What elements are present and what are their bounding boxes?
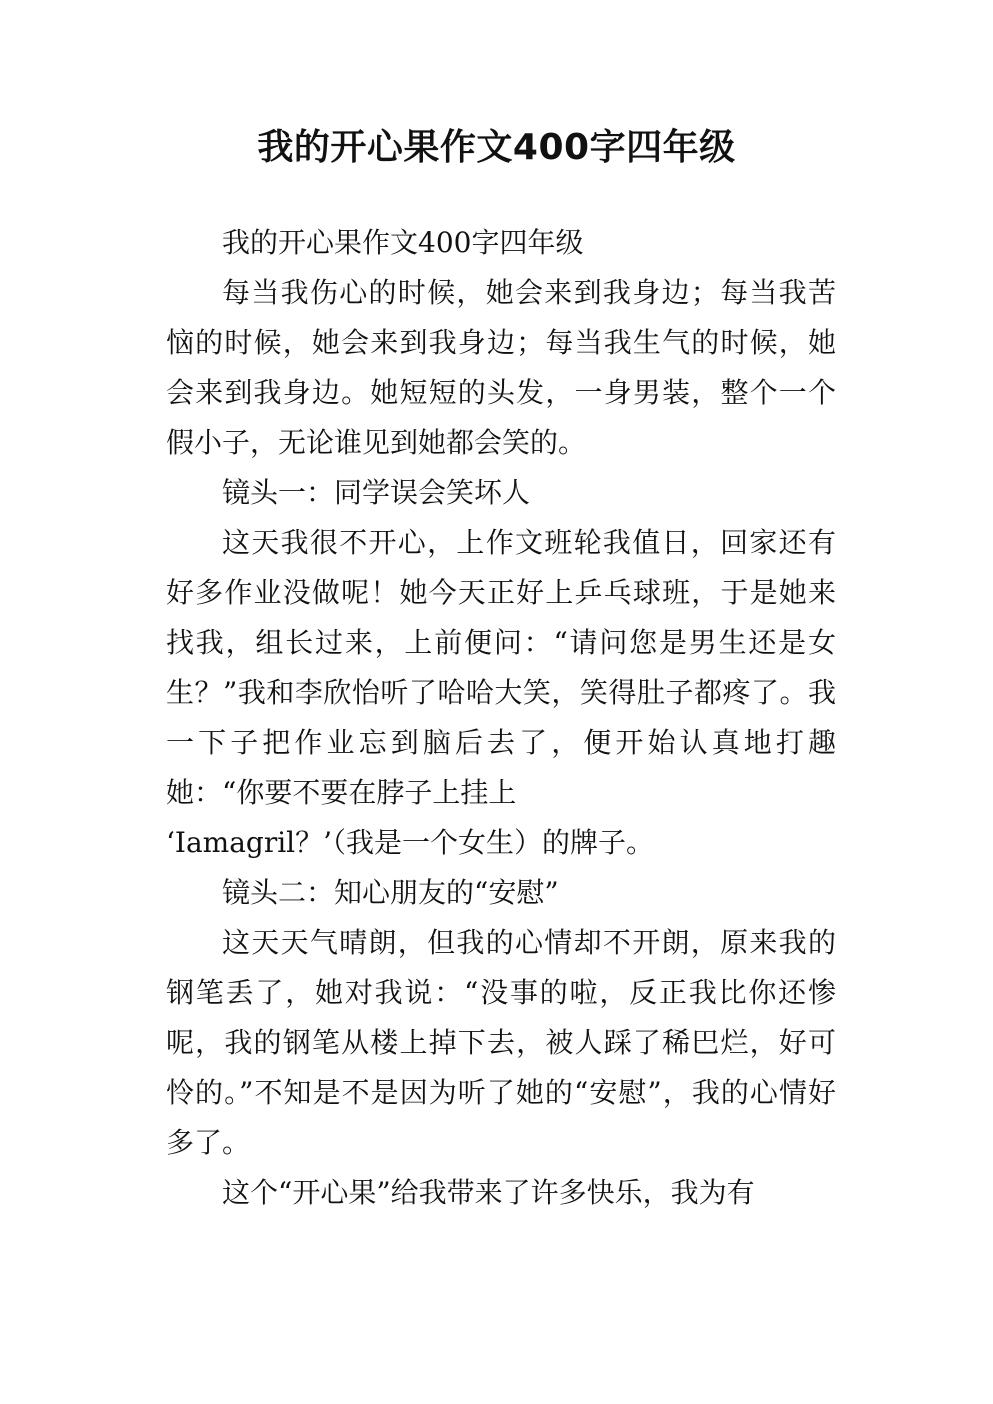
paragraph-subtitle: 我的开心果作文400字四年级 [222,226,584,259]
section-heading-scene-two: 镜头二：知心朋友的“安慰” [222,876,559,909]
paragraph-intro: 每当我伤心的时候，她会来到我身边；每当我苦恼的时候，她会来到我身边；每当我生气的时候，她会来到我身边。她短短的头发，一身男装，整个一个假小子，无论谁见到她都会笑的。 [166,276,836,459]
paragraph-conclusion: 这个“开心果”给我带来了许多快乐，我为有 [222,1176,755,1209]
paragraph-scene-one: 这天我很不开心，上作文班轮我值日，回家还有好多作业没做呢！她今天正好上乒乓球班，于是她来找我，组长过来，上前便问：“请问您是男生还是女生？”我和李欣怡听了哈哈大笑，笑得肚子都疼了。我一下子把作业忘到脑后去了，便开始认真地打趣她：“你要不要在脖子上挂上 [166,526,836,809]
document-title: 我的开心果作文400字四年级 [257,127,736,168]
paragraph-scene-one-continued: ‘Iamagril？’（我是一个女生）的牌子。 [166,826,655,859]
document-body [166,218,836,1218]
paragraph-scene-two: 这天天气晴朗，但我的心情却不开朗，原来我的钢笔丢了，她对我说：“没事的啦，反正我比你还惨呢，我的钢笔从楼上掉下去，被人踩了稀巴烂，好可怜的。”不知是不是因为听了她的“安慰”，我的心情好多了。 [166,926,836,1159]
section-heading-scene-one: 镜头一：同学误会笑坏人 [222,476,531,509]
